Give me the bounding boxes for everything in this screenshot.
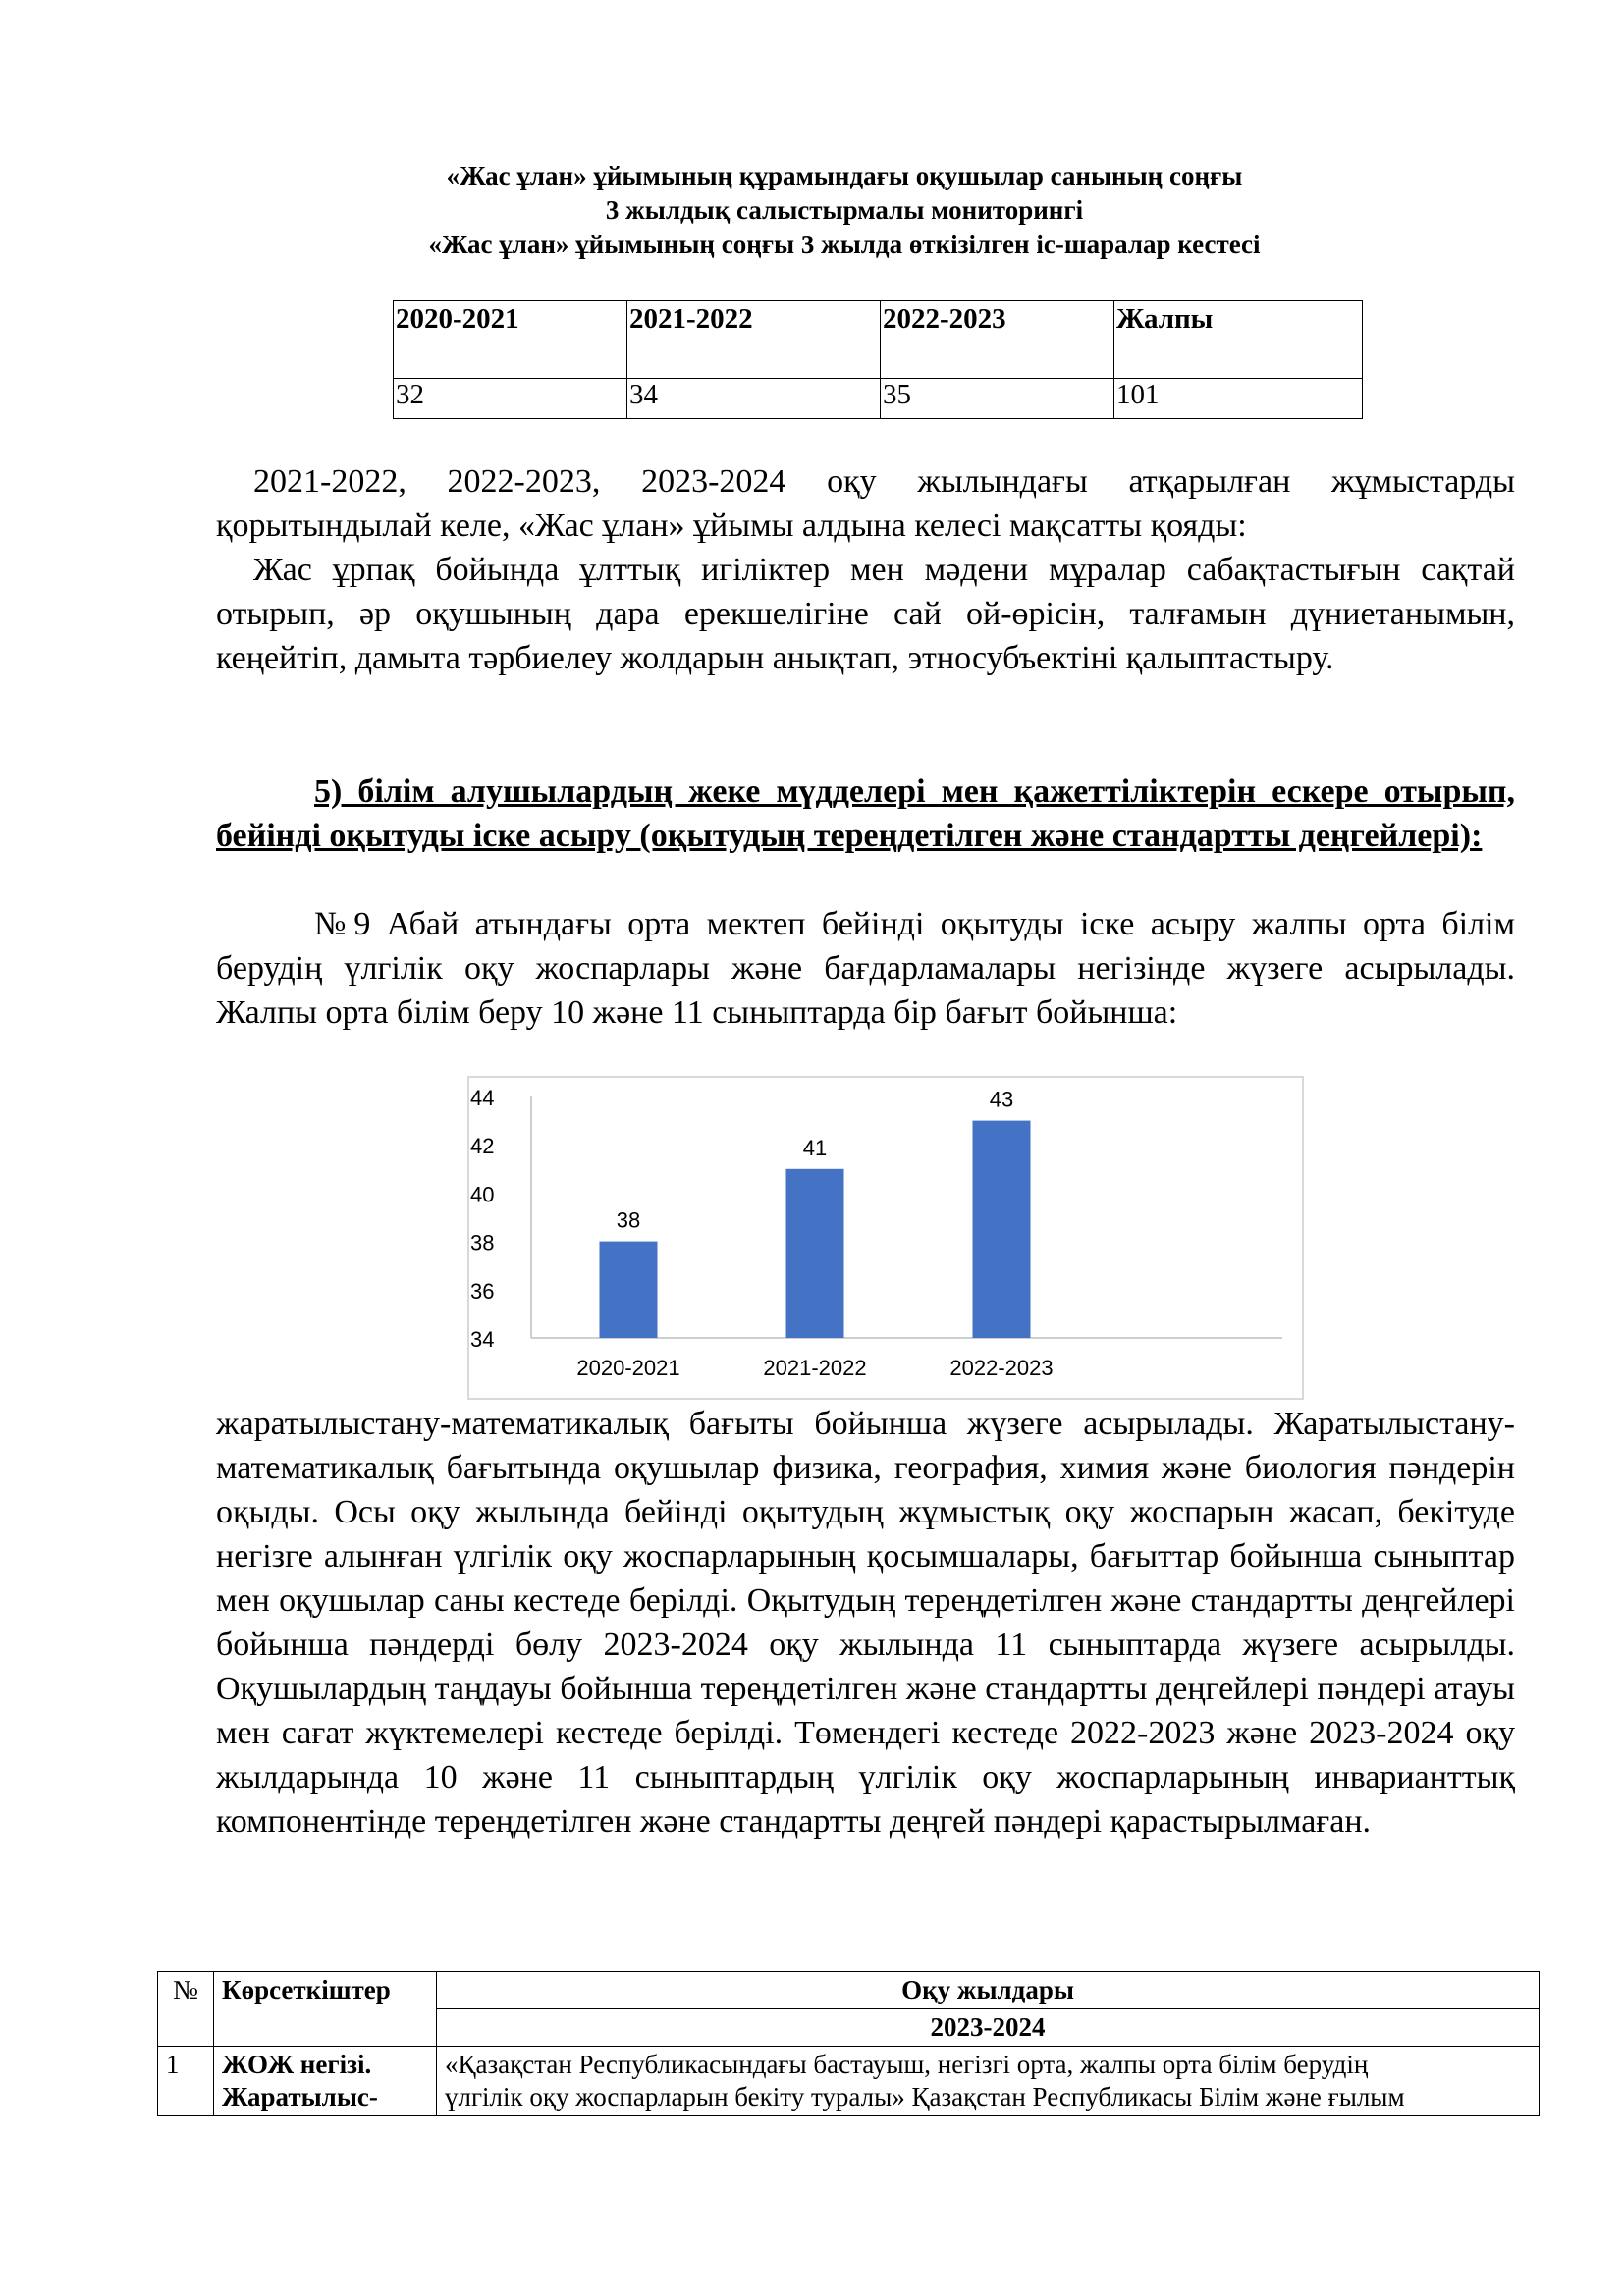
column-header-number: № xyxy=(158,1972,214,2047)
y-tick-label: 36 xyxy=(470,1278,495,1304)
table-header-cell: 2020-2021 xyxy=(394,301,627,379)
title-line-1: «Жас ұлан» ұйымының құрамындағы оқушылар санының соңғы xyxy=(446,161,1243,190)
table-cell: 32 xyxy=(394,379,627,419)
column-header-indicators: Көрсеткіштер xyxy=(214,1972,437,2047)
table-row xyxy=(394,379,1363,419)
data-label: 43 xyxy=(989,1087,1014,1112)
column-header-year: 2023-2024 xyxy=(437,2009,1540,2047)
section-heading xyxy=(216,770,1515,858)
y-tick-label: 44 xyxy=(470,1086,495,1110)
table-header-row xyxy=(158,1972,1540,2009)
text-line: «Қазақстан Республикасындағы бастауыш, негізгі орта, жалпы орта білім берудің xyxy=(445,2050,1369,2079)
table-header-row xyxy=(394,301,1363,379)
text-line: үлгілік оқу жоспарларын бекіту туралы» Қазақстан Республикасы Білім және ғылым xyxy=(445,2082,1405,2111)
table-cell: 101 xyxy=(1114,379,1363,419)
heading-text: 5) білім алушылардың жеке мүдделері мен қажеттіліктерін ескере отырып, бейінді оқытуды іске асыру (оқытудың тереңдетілген және стандартты деңгейлері): xyxy=(216,774,1515,854)
y-tick-label: 42 xyxy=(470,1134,495,1159)
x-tick-label: 2020-2021 xyxy=(576,1356,680,1380)
data-label: 38 xyxy=(616,1207,641,1233)
paragraph: жаратылыстану-математикалық бағыты бойынша жүзеге асырылады. Жаратылыстану-математикалық бағытында оқушылар физика, география, химия және биология пәндерін оқыды. Осы оқу жылында бейінді оқытудың жұмыстық оқу жоспарын жасап, бекітуде негізге алынған үлгілік оқу жоспарларының қосымшалары, бағыттар бойынша сыныптар мен оқушылар саны кестеде берілді. Оқытудың тереңдетілген және стандартты деңгейлері бойынша пәндерді бөлу 2023-2024 оқу жылында 11 сыныптарда жүзеге асырылды. Оқушылардың таңдауы бойынша тереңдетілген және стандартты деңгейлері пәндері атауы мен сағат жүктемелері кестеде берілді. Төмендегі кестеде 2022-2023 және 2023-2024 оқу жылдарында 10 және 11 сыныптардың үлгілік оқу жоспарларының инварианттық компонентінде тереңдетілген және стандартты деңгей пәндері қарастырылмаған. xyxy=(216,1406,1515,1840)
x-tick-label: 2021-2022 xyxy=(763,1356,867,1380)
data-label: 41 xyxy=(802,1135,828,1160)
bar xyxy=(786,1169,844,1338)
table-cell: 35 xyxy=(881,379,1114,419)
title-line-3: «Жас ұлан» ұйымының соңғы 3 жылда өткізілген іс-шаралар кестесі xyxy=(428,230,1261,259)
bar xyxy=(600,1242,658,1338)
document-title xyxy=(196,159,1492,262)
y-tick-label: 38 xyxy=(470,1230,495,1255)
chart-frame xyxy=(468,1077,1303,1399)
table-cell: 34 xyxy=(627,379,881,419)
indicators-table xyxy=(157,1971,1540,2116)
x-tick-label: 2022-2023 xyxy=(949,1356,1054,1380)
paragraph: 2021-2022, 2022-2023, 2023-2024 оқу жылындағы атқарылған жұмыстарды қорытындылай келе, «Жас ұлан» ұйымы алдына келесі мақсатты қояды: xyxy=(216,463,1515,544)
table-header-cell: 2022-2023 xyxy=(881,301,1114,379)
table-header-cell: 2021-2022 xyxy=(627,301,881,379)
profile-section xyxy=(216,902,1515,1035)
table-header-cell: Жалпы xyxy=(1114,301,1363,379)
column-header-years: Оқу жылдары xyxy=(437,1972,1540,2009)
bar-chart xyxy=(467,1076,1304,1400)
indicator-line: Жаратылыс- xyxy=(222,2082,378,2111)
table-cell-number: 1 xyxy=(158,2047,214,2116)
table-cell-indicator xyxy=(214,2047,437,2116)
bar xyxy=(973,1121,1031,1338)
y-tick-label: 34 xyxy=(470,1327,495,1352)
title-line-2: 3 жылдық салыстырмалы мониторингі xyxy=(605,195,1084,225)
paragraph: №9 Абай атындағы орта мектеп бейінді оқытуды іске асыру жалпы орта білім берудің үлгілік оқу жоспарлары және бағдарламалары негізінде жүзеге асырылады. Жалпы орта білім беру 10 және 11 сыныптарда бір бағыт бойынша: xyxy=(216,906,1515,1031)
table-cell-text xyxy=(437,2047,1540,2116)
y-tick-label: 40 xyxy=(470,1182,495,1207)
members-table xyxy=(393,300,1363,419)
paragraph: Жас ұрпақ бойында ұлттық игіліктер мен мәдени мұралар сабақтастығын сақтай отырып, әр оқушының дара ерекшелігіне сай ой-өрісін, талғамын дүниетанымын, кеңейтіп, дамыта тәрбиелеу жолдарын анықтап, этносубъектіні қалыптастыру. xyxy=(216,552,1515,676)
table-row xyxy=(158,2047,1540,2116)
profile-details-section xyxy=(216,1402,1515,1843)
goals-section xyxy=(216,459,1515,680)
indicator-line: ЖОЖ негізі. xyxy=(222,2050,372,2079)
